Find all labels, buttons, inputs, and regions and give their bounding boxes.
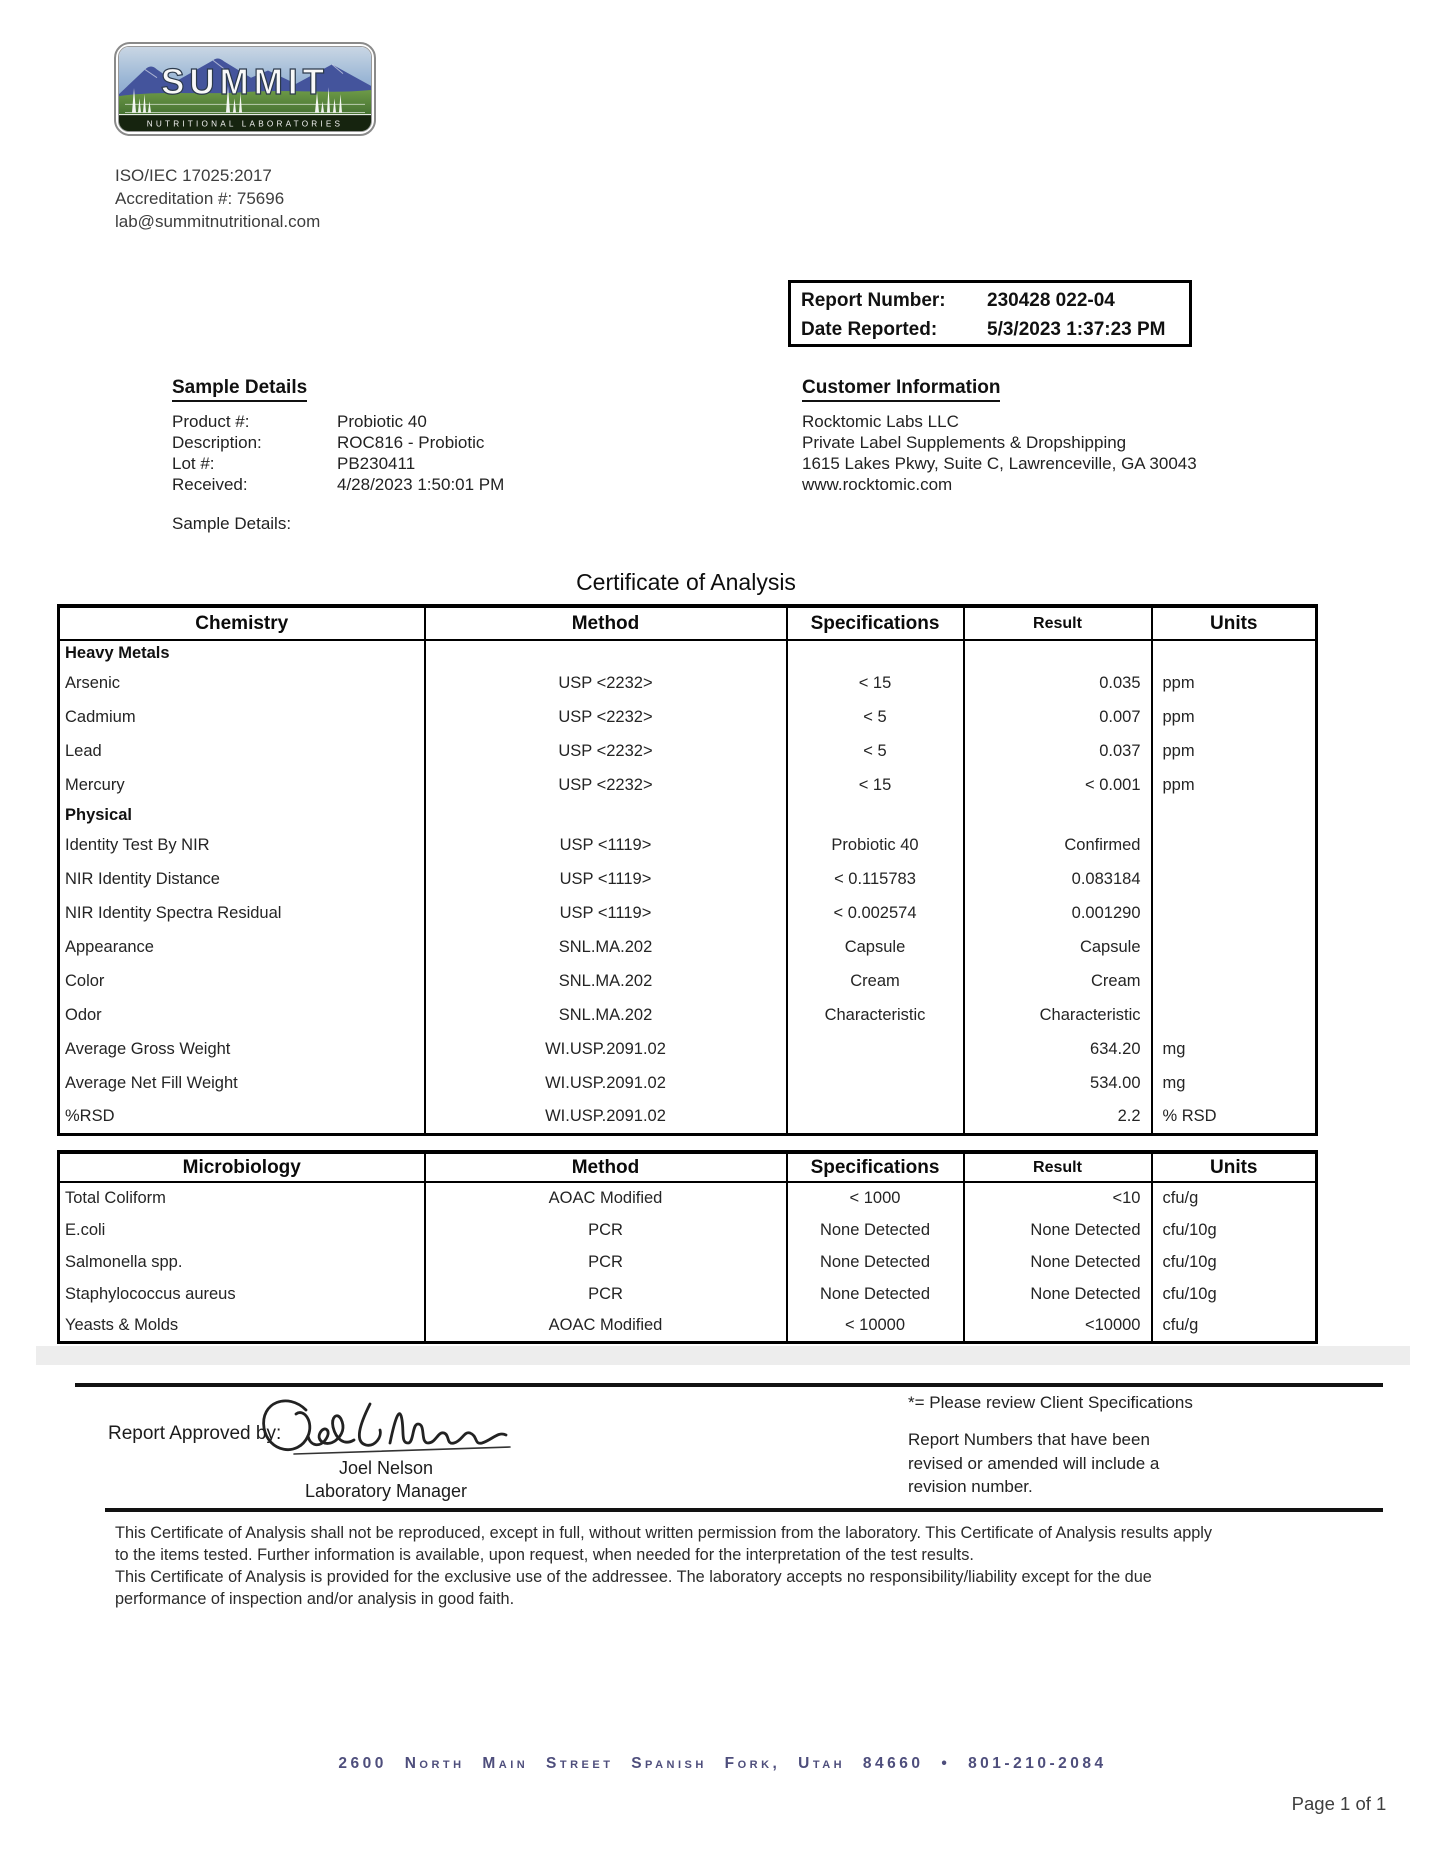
disclaimer-line: performance of inspection and/or analysis in good faith. [115, 1590, 515, 1608]
header-specifications: Specifications [787, 1152, 964, 1182]
sample-field-description [172, 432, 504, 453]
page-number: Page 1 of 1 [1291, 1793, 1387, 1814]
report-approved-label: Report Approved by: [108, 1423, 282, 1444]
table-row: E.coli PCR None Detected None Detected cfu/10g [59, 1214, 1317, 1246]
table-row: Yeasts & Molds AOAC Modified < 10000 <10000 cfu/g [59, 1310, 1317, 1342]
table-section-row: Heavy Metals [59, 640, 1317, 666]
scan-shadow-strip [36, 1346, 1410, 1365]
signature-title: Laboratory Manager [304, 1481, 468, 1501]
table-row: NIR Identity Spectra Residual USP <1119> < 0.002574 0.001290 [59, 896, 1317, 930]
disclaimer-paragraph [115, 1522, 1212, 1610]
customer-name-line: Rocktomic Labs LLC [802, 412, 959, 431]
customer-website-line: www.rocktomic.com [802, 475, 953, 494]
table-row: Salmonella spp. PCR None Detected None Detected cfu/10g [59, 1246, 1317, 1278]
report-number-box [788, 280, 1192, 347]
header-result: Result [964, 1152, 1152, 1182]
table-row: Staphylococcus aureus PCR None Detected None Detected cfu/10g [59, 1278, 1317, 1310]
header-microbiology: Microbiology [59, 1152, 425, 1182]
disclaimer-line: This Certificate of Analysis is provided for the exclusive use of the addressee. The laboratory accepts no responsibility/liability except for the due [115, 1568, 1152, 1586]
chemistry-table-header [59, 606, 1317, 640]
table-row: Identity Test By NIR USP <1119> Probiotic 40 Confirmed [59, 828, 1317, 862]
header-units: Units [1152, 1152, 1317, 1182]
table-section-row: Physical [59, 802, 1317, 828]
revision-note-line: revised or amended will include a [908, 1453, 1160, 1473]
report-number-label: Report Number: [801, 290, 946, 311]
table-row: Cadmium USP <2232> < 5 0.007 ppm [59, 700, 1317, 734]
customer-information-heading: Customer Information [802, 377, 1000, 402]
microbiology-table [57, 1150, 1318, 1344]
sample-details-section [172, 377, 504, 495]
signature-name: Joel Nelson [338, 1458, 434, 1478]
field-label: Description: [172, 433, 262, 452]
divider-line-bottom [105, 1508, 1383, 1512]
table-row: %RSD WI.USP.2091.02 2.2 % RSD [59, 1100, 1317, 1134]
summit-logo-art [118, 46, 372, 132]
revision-note-line: revision number. [908, 1477, 1033, 1496]
field-value: Probiotic 40 [337, 412, 427, 431]
field-label: Received: [172, 475, 248, 494]
chemistry-table [57, 604, 1318, 1136]
revision-note [908, 1428, 1159, 1499]
accreditation-block [115, 164, 320, 233]
field-label: Lot #: [172, 454, 215, 473]
logo-brand-text: SUMMIT [161, 61, 329, 103]
field-value: ROC816 - Probiotic [337, 433, 485, 452]
sample-field-lot [172, 453, 504, 474]
disclaimer-line: This Certificate of Analysis shall not be reproduced, except in full, without written permission from the laboratory. This Certificate of Analysis results apply [115, 1524, 1213, 1542]
accreditation-number-line: Accreditation #: 75696 [115, 189, 285, 208]
header-specifications: Specifications [787, 606, 964, 640]
header-units: Units [1152, 606, 1317, 640]
divider-line-top [75, 1383, 1383, 1387]
page-title: Certificate of Analysis [576, 569, 796, 595]
report-number-value: 230428 022-04 [987, 290, 1115, 311]
table-row: Appearance SNL.MA.202 Capsule Capsule [59, 930, 1317, 964]
header-method: Method [425, 606, 787, 640]
sample-field-product [172, 411, 504, 432]
iso-line: ISO/IEC 17025:2017 [115, 166, 272, 185]
field-label: Product #: [172, 412, 250, 431]
summit-logo [114, 42, 376, 136]
table-row: Average Gross Weight WI.USP.2091.02 634.20 mg [59, 1032, 1317, 1066]
sample-field-received [172, 474, 504, 495]
date-reported-label: Date Reported: [801, 319, 938, 340]
table-row: Lead USP <2232> < 5 0.037 ppm [59, 734, 1317, 768]
table-row: Arsenic USP <2232> < 15 0.035 ppm [59, 666, 1317, 700]
field-value: PB230411 [337, 454, 416, 473]
table-row: Odor SNL.MA.202 Characteristic Characteristic [59, 998, 1317, 1032]
field-value: 4/28/2023 1:50:01 PM [337, 475, 505, 494]
footer-address: 2600 North Main Street Spanish Fork, Utah 84660 • 801-210-2084 [338, 1755, 1107, 1772]
microbiology-table-header [59, 1152, 1317, 1182]
header-method: Method [425, 1152, 787, 1182]
sample-details-heading: Sample Details [172, 377, 307, 402]
table-row: Mercury USP <2232> < 15 < 0.001 ppm [59, 768, 1317, 802]
table-row: Color SNL.MA.202 Cream Cream [59, 964, 1317, 998]
table-row: Average Net Fill Weight WI.USP.2091.02 534.00 mg [59, 1066, 1317, 1100]
revision-note-line: Report Numbers that have been [908, 1430, 1150, 1449]
summit-logo-graphic [119, 47, 371, 131]
disclaimer-line: to the items tested. Further information is available, upon request, when needed for the interpretation of the test results. [115, 1546, 974, 1564]
sample-details-extra-label: Sample Details: [172, 514, 292, 533]
header-result: Result [964, 606, 1152, 640]
customer-information-section [802, 377, 1197, 495]
table-row: Total Coliform AOAC Modified < 1000 <10 cfu/g [59, 1182, 1317, 1214]
customer-address-line: 1615 Lakes Pkwy, Suite C, Lawrenceville, GA 30043 [802, 454, 1197, 473]
date-reported-value: 5/3/2023 1:37:23 PM [987, 319, 1166, 340]
lab-email-line: lab@summitnutritional.com [115, 212, 321, 231]
customer-tagline-line: Private Label Supplements & Dropshipping [802, 433, 1127, 452]
table-row: NIR Identity Distance USP <1119> < 0.115783 0.083184 [59, 862, 1317, 896]
logo-tagline-text: NUTRITIONAL LABORATORIES [146, 118, 344, 129]
header-chemistry: Chemistry [59, 606, 425, 640]
client-spec-note: *= Please review Client Specifications [908, 1393, 1193, 1412]
